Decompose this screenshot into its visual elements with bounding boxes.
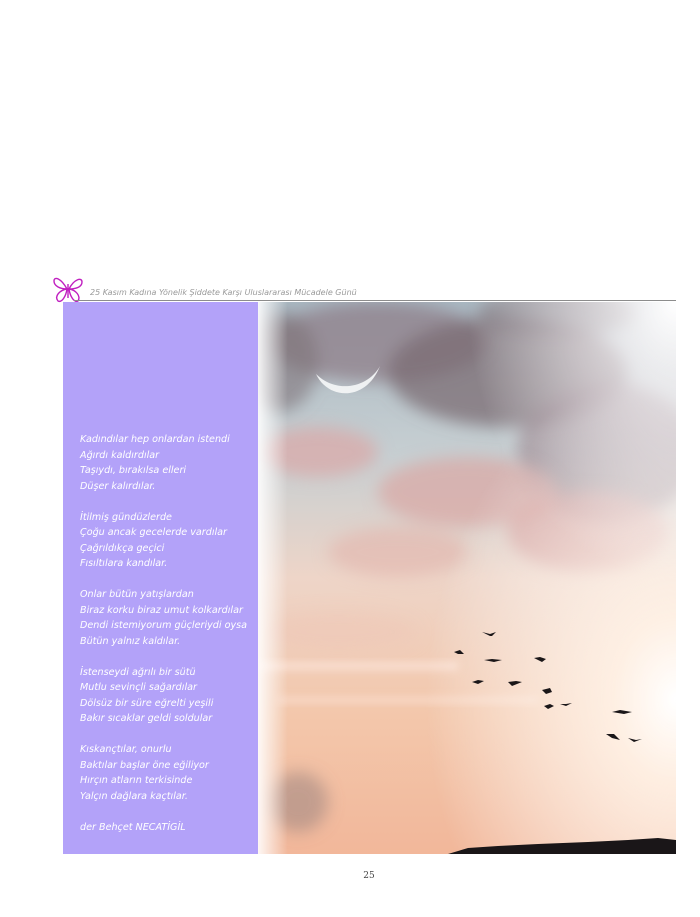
poem-line: Dendi istemiyorum güçleriydi oysa: [80, 620, 248, 632]
poem-line: İstenseydi ağrılı bir sütü: [80, 666, 196, 678]
stanza: [80, 510, 258, 572]
poem-line: Çoğu ancak gecelerde vardılar: [80, 527, 227, 539]
stanza: [80, 587, 258, 649]
poem-line: Bakır sıcaklar geldi soldular: [80, 713, 213, 725]
poem-line: Mutlu sevinçli sağardılar: [80, 682, 197, 694]
poem-line: Ağırdı kaldırdılar: [80, 449, 160, 461]
stanza: [80, 742, 258, 804]
header-title: 25 Kasım Kadına Yönelik Şiddete Karşı Uluslararası Mücadele Günü: [90, 288, 357, 297]
poem-line: Onlar bütün yatışlardan: [80, 589, 194, 601]
poem-line: Dölsüz bir süre eğrelti yeşili: [80, 697, 214, 709]
page-number: 25: [363, 871, 375, 881]
poem-line: Bütün yalnız kaldılar.: [80, 635, 181, 647]
sky-photo: [258, 302, 676, 854]
poem-line: Biraz korku biraz umut kolkardılar: [80, 604, 243, 616]
stanza: [80, 665, 258, 727]
poem: [80, 432, 258, 835]
poem-line: Kıskançtılar, onurlu: [80, 744, 172, 756]
poem-line: Taşıydı, bırakılsa elleri: [80, 465, 187, 477]
poem-line: Fısıltılara kandılar.: [80, 558, 168, 570]
poem-line: Baktılar başlar öne eğiliyor: [80, 759, 209, 771]
poem-line: Yalçın dağlara kaçtılar.: [80, 791, 188, 803]
poem-author: der Behçet NECATİGİL: [80, 821, 186, 833]
poem-line: Kadındılar hep onlardan istendi: [80, 434, 230, 445]
poem-line: Düşer kalırdılar.: [80, 480, 156, 492]
poem-line: Çağrıldıkça geçici: [80, 542, 165, 554]
poem-line: İtilmiş gündüzlerde: [80, 511, 172, 523]
header-rule: [74, 300, 676, 301]
page-header: [52, 276, 676, 302]
sky-illustration: [258, 302, 676, 854]
stanza: [80, 432, 258, 494]
poem-line: Hırçın atların terkisinde: [80, 775, 193, 787]
